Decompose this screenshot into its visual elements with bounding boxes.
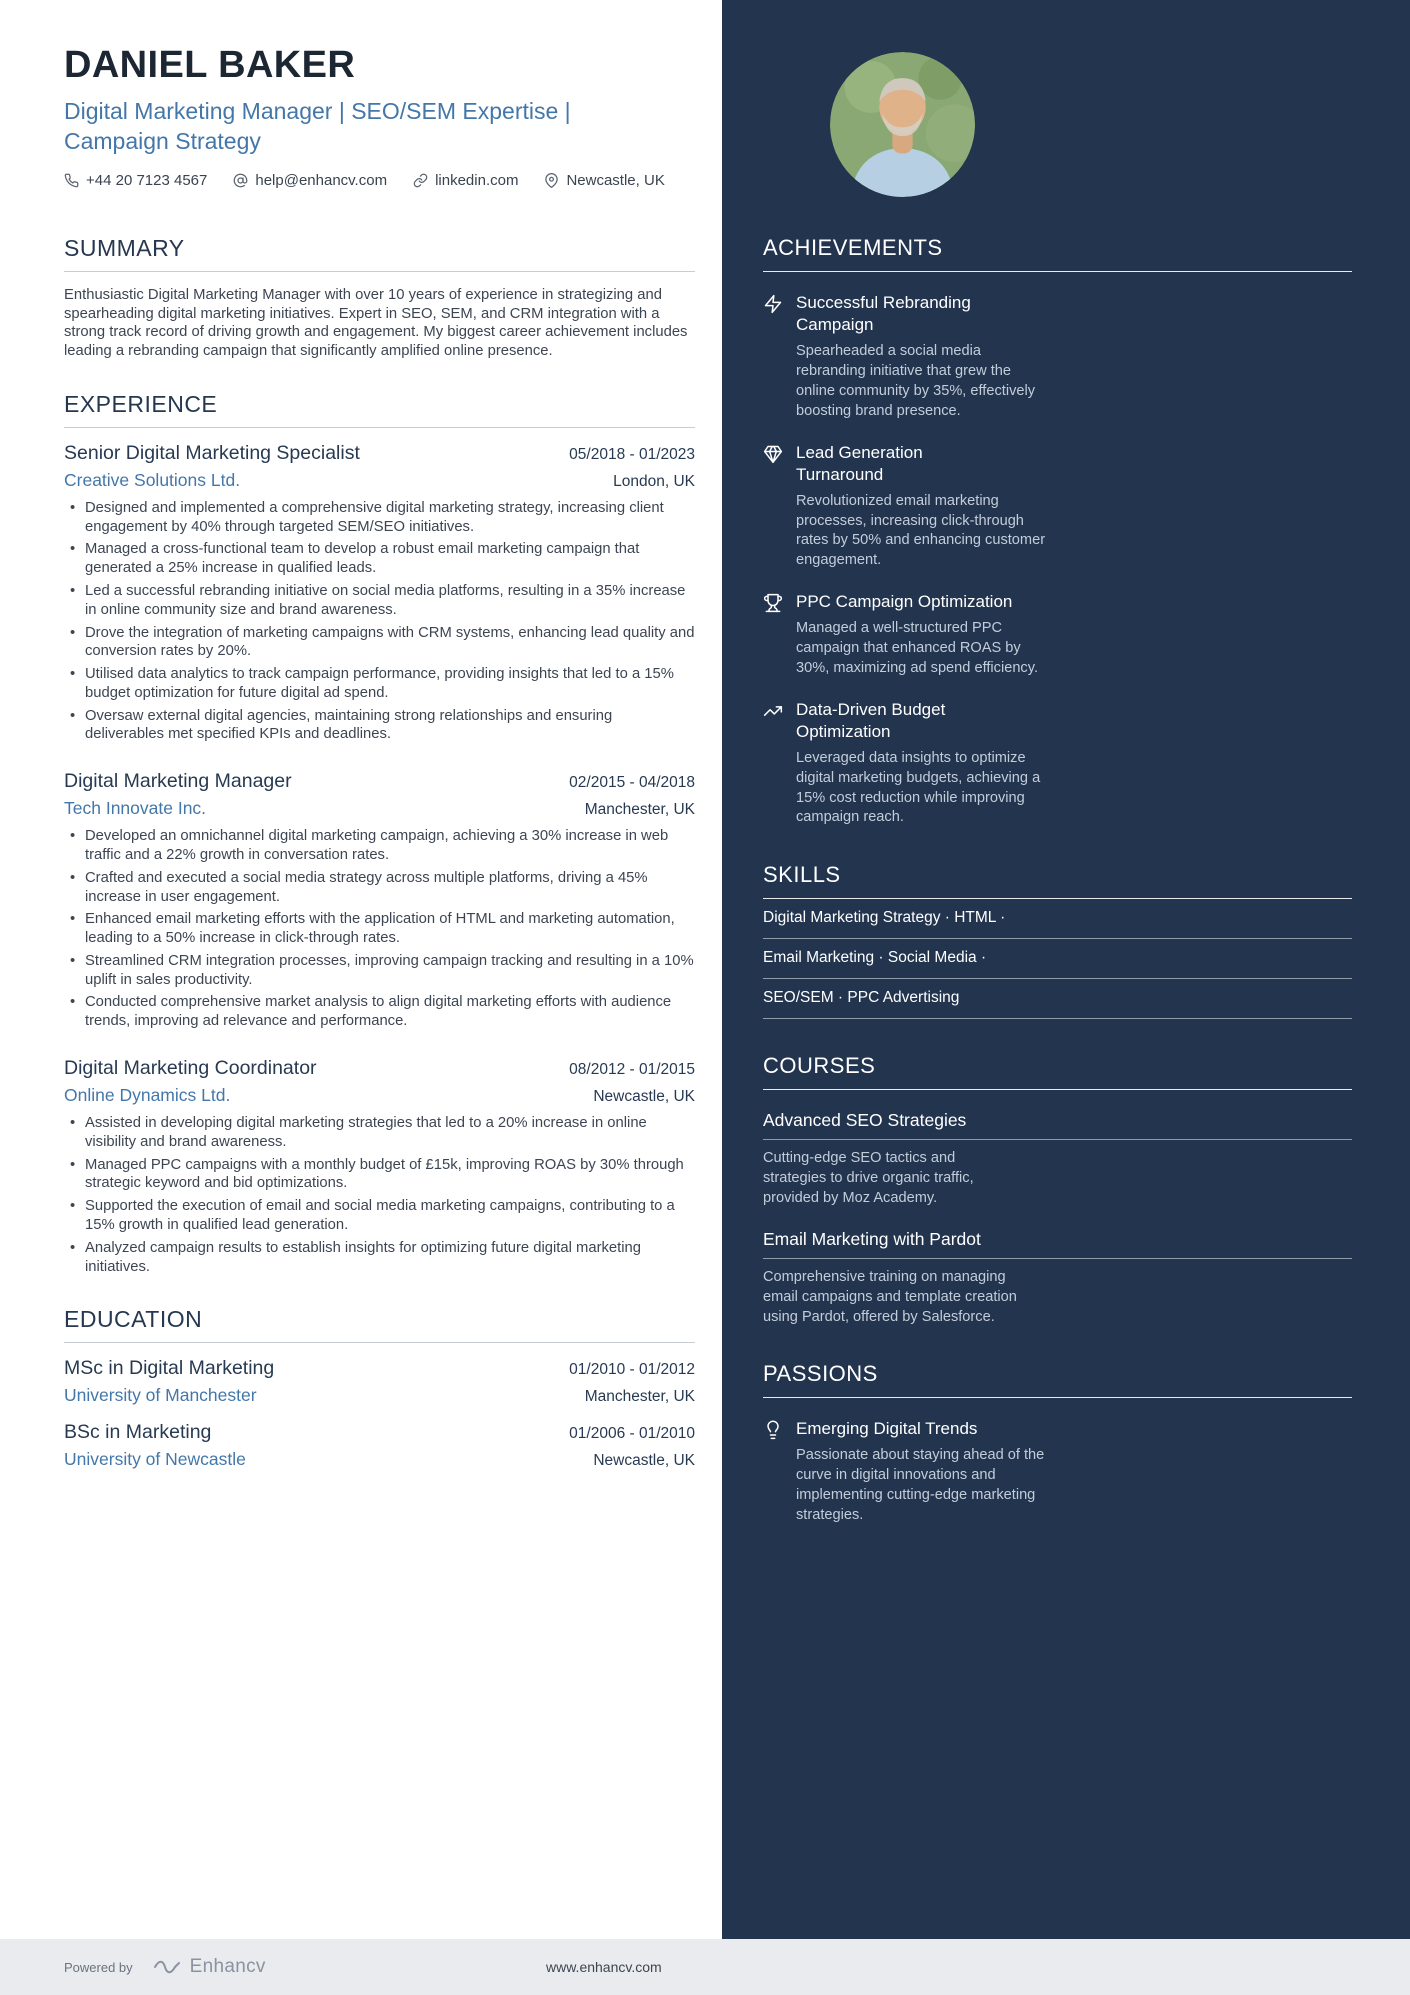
- trend-up-icon: [763, 699, 783, 829]
- job-location: Newcastle, UK: [593, 1088, 695, 1106]
- gem-icon: [763, 442, 783, 572]
- job-title-row: [64, 770, 695, 793]
- course-title: Advanced SEO Strategies: [763, 1110, 1352, 1140]
- bullet-item: • Supported the execution of email and social media marketing campaigns, contributing to a 15% growth in qualified lead generation.: [64, 1197, 695, 1235]
- course-title: Email Marketing with Pardot: [763, 1229, 1352, 1259]
- job-title-row: [64, 442, 695, 465]
- degree-location: Manchester, UK: [584, 1388, 695, 1406]
- degree-dates: 01/2010 - 01/2012: [569, 1361, 695, 1379]
- sidebar: [722, 0, 1410, 1939]
- job-entry: [64, 1057, 695, 1276]
- achievement-item: [763, 292, 1352, 422]
- summary-text: Enthusiastic Digital Marketing Manager with over 10 years of experience in strategizing and spearheading digital marketing initiatives. Expert in SEO, SEM, and CRM integration with a strong track record of driving growth and engagement. My biggest career achievement includes leading a rebranding campaign that significantly amplified online presence.: [64, 286, 688, 360]
- at-icon: [233, 173, 248, 188]
- summary-section: [64, 235, 695, 361]
- bullet-item: • Drove the integration of marketing campaigns with CRM systems, enhancing lead quality and conversion rates by 20%.: [64, 624, 695, 662]
- degree-entry: [64, 1421, 695, 1470]
- school-name: University of Newcastle: [64, 1449, 246, 1470]
- contact-item[interactable]: [544, 172, 664, 189]
- degree-entry: [64, 1357, 695, 1406]
- passion-list: [763, 1418, 1352, 1525]
- pin-icon: [544, 173, 559, 188]
- courses-heading: COURSES: [763, 1053, 1352, 1090]
- company-name: Online Dynamics Ltd.: [64, 1085, 231, 1106]
- passions-heading: PASSIONS: [763, 1361, 1352, 1398]
- job-title: Digital Marketing Coordinator: [64, 1057, 317, 1080]
- degree-title: BSc in Marketing: [64, 1421, 212, 1444]
- courses-section: [763, 1053, 1352, 1327]
- experience-heading: EXPERIENCE: [64, 391, 695, 428]
- contact-item[interactable]: [413, 172, 518, 189]
- contact-item[interactable]: [64, 172, 207, 189]
- degree-title-row: [64, 1421, 695, 1444]
- headline: Digital Marketing Manager | SEO/SEM Expertise | Campaign Strategy: [64, 98, 571, 155]
- passion-body: [796, 1418, 1048, 1525]
- passion-title: Emerging Digital Trends: [796, 1419, 978, 1439]
- achievement-item: [763, 442, 1352, 572]
- achievement-item: [763, 591, 1352, 679]
- powered-by-label: Powered by: [64, 1959, 133, 1975]
- contact-text: Newcastle, UK: [566, 171, 665, 189]
- achievement-body: [796, 292, 1048, 422]
- achievement-text: Revolutionized email marketing processes, increasing click-through rates by 50% and enhancing customer engagement.: [796, 492, 1046, 569]
- bullet-item: • Conducted comprehensive market analysis to align digital marketing efforts with audience trends, improving ad relevance and performance.: [64, 993, 695, 1031]
- bullet-item: • Enhanced email marketing efforts with the application of HTML and marketing automation, leading to a 50% increase in click-through rates.: [64, 910, 695, 948]
- achievement-body: [796, 699, 1048, 829]
- job-dates: 02/2015 - 04/2018: [569, 774, 695, 792]
- achievement-title: PPC Campaign Optimization: [796, 592, 1013, 612]
- achievement-title: Lead Generation Turnaround: [796, 442, 923, 484]
- job-company-row: [64, 465, 695, 491]
- course-item: [763, 1229, 1352, 1328]
- candidate-name: DANIEL BAKER: [64, 44, 356, 86]
- job-entry: [64, 770, 695, 1031]
- education-heading: EDUCATION: [64, 1306, 695, 1343]
- bullet-item: • Oversaw external digital agencies, maintaining strong relationships and ensuring deliverables met specified KPIs and deadlines.: [64, 707, 695, 745]
- job-title-row: [64, 1057, 695, 1080]
- school-name: University of Manchester: [64, 1385, 257, 1406]
- course-list: [763, 1110, 1352, 1327]
- skills-heading: SKILLS: [763, 862, 1352, 899]
- achievement-text: Managed a well-structured PPC campaign that enhanced ROAS by 30%, maximizing ad spend efficiency.: [796, 620, 1039, 676]
- course-text: Comprehensive training on managing email campaigns and template creation using Pardot, offered by Salesforce.: [763, 1268, 1017, 1325]
- bullet-item: • Led a successful rebranding initiative on social media platforms, resulting in a 35% increase in online community size and brand awareness.: [64, 582, 695, 620]
- degree-dates: 01/2006 - 01/2010: [569, 1425, 695, 1443]
- enhancv-logo-icon: [153, 1958, 181, 1976]
- experience-section: [64, 391, 695, 1276]
- job-location: Manchester, UK: [584, 801, 695, 819]
- bullet-item: • Developed an omnichannel digital marketing campaign, achieving a 30% increase in web traffic and a 22% growth in conversation rates.: [64, 827, 695, 865]
- job-bullets: [64, 827, 695, 1031]
- job-location: London, UK: [613, 472, 695, 490]
- job-bullets: [64, 1114, 695, 1276]
- bullet-item: • Managed a cross-functional team to develop a robust email marketing campaign that generated a 25% increase in qualified leads.: [64, 540, 695, 578]
- summary-heading: SUMMARY: [64, 235, 695, 272]
- skill-row: SEO/SEM · PPC Advertising: [763, 979, 1352, 1019]
- bullet-item: • Assisted in developing digital marketing strategies that led to a 20% increase in online visibility and brand awareness.: [64, 1114, 695, 1152]
- achievement-text: Spearheaded a social media rebranding initiative that grew the online community by 35%, effectively boosting brand presence.: [796, 343, 1036, 419]
- company-name: Tech Innovate Inc.: [64, 798, 207, 819]
- bullet-item: • Crafted and executed a social media strategy across multiple platforms, driving a 45% increase in user engagement.: [64, 869, 695, 907]
- education-section: [64, 1306, 695, 1470]
- achievements-section: [763, 235, 1352, 828]
- course-item: [763, 1110, 1352, 1209]
- course-text: Cutting-edge SEO tactics and strategies to drive organic traffic, provided by Moz Academy.: [763, 1150, 974, 1206]
- degree-title: MSc in Digital Marketing: [64, 1357, 275, 1380]
- bullet-item: • Utilised data analytics to track campaign performance, providing insights that led to a 15% budget optimization for future digital ad spend.: [64, 665, 695, 703]
- lightbulb-icon: [763, 1418, 783, 1525]
- contact-text: help@enhancv.com: [255, 171, 388, 189]
- job-list: [64, 442, 695, 1276]
- footer-website[interactable]: www.enhancv.com: [546, 1959, 662, 1975]
- profile-photo: [830, 52, 975, 197]
- achievement-body: [796, 591, 1048, 679]
- footer: [0, 1939, 1410, 1995]
- skills-list: [763, 899, 1352, 1019]
- job-title: Senior Digital Marketing Specialist: [64, 441, 360, 464]
- brand-name: Enhancv: [189, 1956, 266, 1977]
- link-icon: [413, 173, 428, 188]
- passions-section: [763, 1361, 1352, 1525]
- contact-text: +44 20 7123 4567: [86, 171, 208, 189]
- bullet-item: • Managed PPC campaigns with a monthly budget of £15k, improving ROAS by 30% through strategic keyword and bid optimizations.: [64, 1156, 695, 1194]
- bullet-item: • Streamlined CRM integration processes, improving campaign tracking and resulting in a 10% uplift in sales productivity.: [64, 952, 695, 990]
- contact-text: linkedin.com: [435, 171, 519, 189]
- achievement-title: Successful Rebranding Campaign: [796, 293, 971, 335]
- degree-school-row: [64, 1444, 695, 1470]
- job-dates: 05/2018 - 01/2023: [569, 445, 695, 463]
- skill-row: Email Marketing · Social Media ·: [763, 939, 1352, 979]
- job-bullets: [64, 499, 695, 744]
- contact-row: [64, 172, 695, 189]
- bullet-item: • Designed and implemented a comprehensive digital marketing strategy, increasing client engagement by 40% through targeted SEM/SEO initiatives.: [64, 499, 695, 537]
- job-company-row: [64, 1080, 695, 1106]
- job-entry: [64, 442, 695, 744]
- achievement-body: [796, 442, 1048, 572]
- phone-icon: [64, 173, 79, 188]
- job-company-row: [64, 793, 695, 819]
- achievement-item: [763, 699, 1352, 829]
- bullet-item: • Analyzed campaign results to establish insights for optimizing future digital marketing initiatives.: [64, 1239, 695, 1277]
- skill-row: Digital Marketing Strategy · HTML ·: [763, 899, 1352, 939]
- contact-item[interactable]: [233, 172, 387, 189]
- achievement-list: [763, 292, 1352, 828]
- bolt-icon: [763, 292, 783, 422]
- achievement-title: Data-Driven Budget Optimization: [796, 699, 946, 741]
- header: [64, 44, 695, 189]
- skills-section: [763, 862, 1352, 1019]
- achievement-text: Leveraged data insights to optimize digital marketing budgets, achieving a 15% cost reduction while improving campaign reach.: [796, 749, 1041, 826]
- degree-list: [64, 1357, 695, 1470]
- main-column: [0, 0, 722, 1939]
- job-dates: 08/2012 - 01/2015: [569, 1061, 695, 1079]
- trophy-icon: [763, 591, 783, 679]
- degree-location: Newcastle, UK: [593, 1452, 695, 1470]
- degree-title-row: [64, 1357, 695, 1380]
- degree-school-row: [64, 1380, 695, 1406]
- achievements-heading: ACHIEVEMENTS: [763, 235, 1352, 272]
- passion-item: [763, 1418, 1352, 1525]
- company-name: Creative Solutions Ltd.: [64, 469, 241, 490]
- passion-text: Passionate about staying ahead of the curve in digital innovations and implementing cutting-edge marketing strategies.: [796, 1447, 1045, 1523]
- job-title: Digital Marketing Manager: [64, 770, 292, 793]
